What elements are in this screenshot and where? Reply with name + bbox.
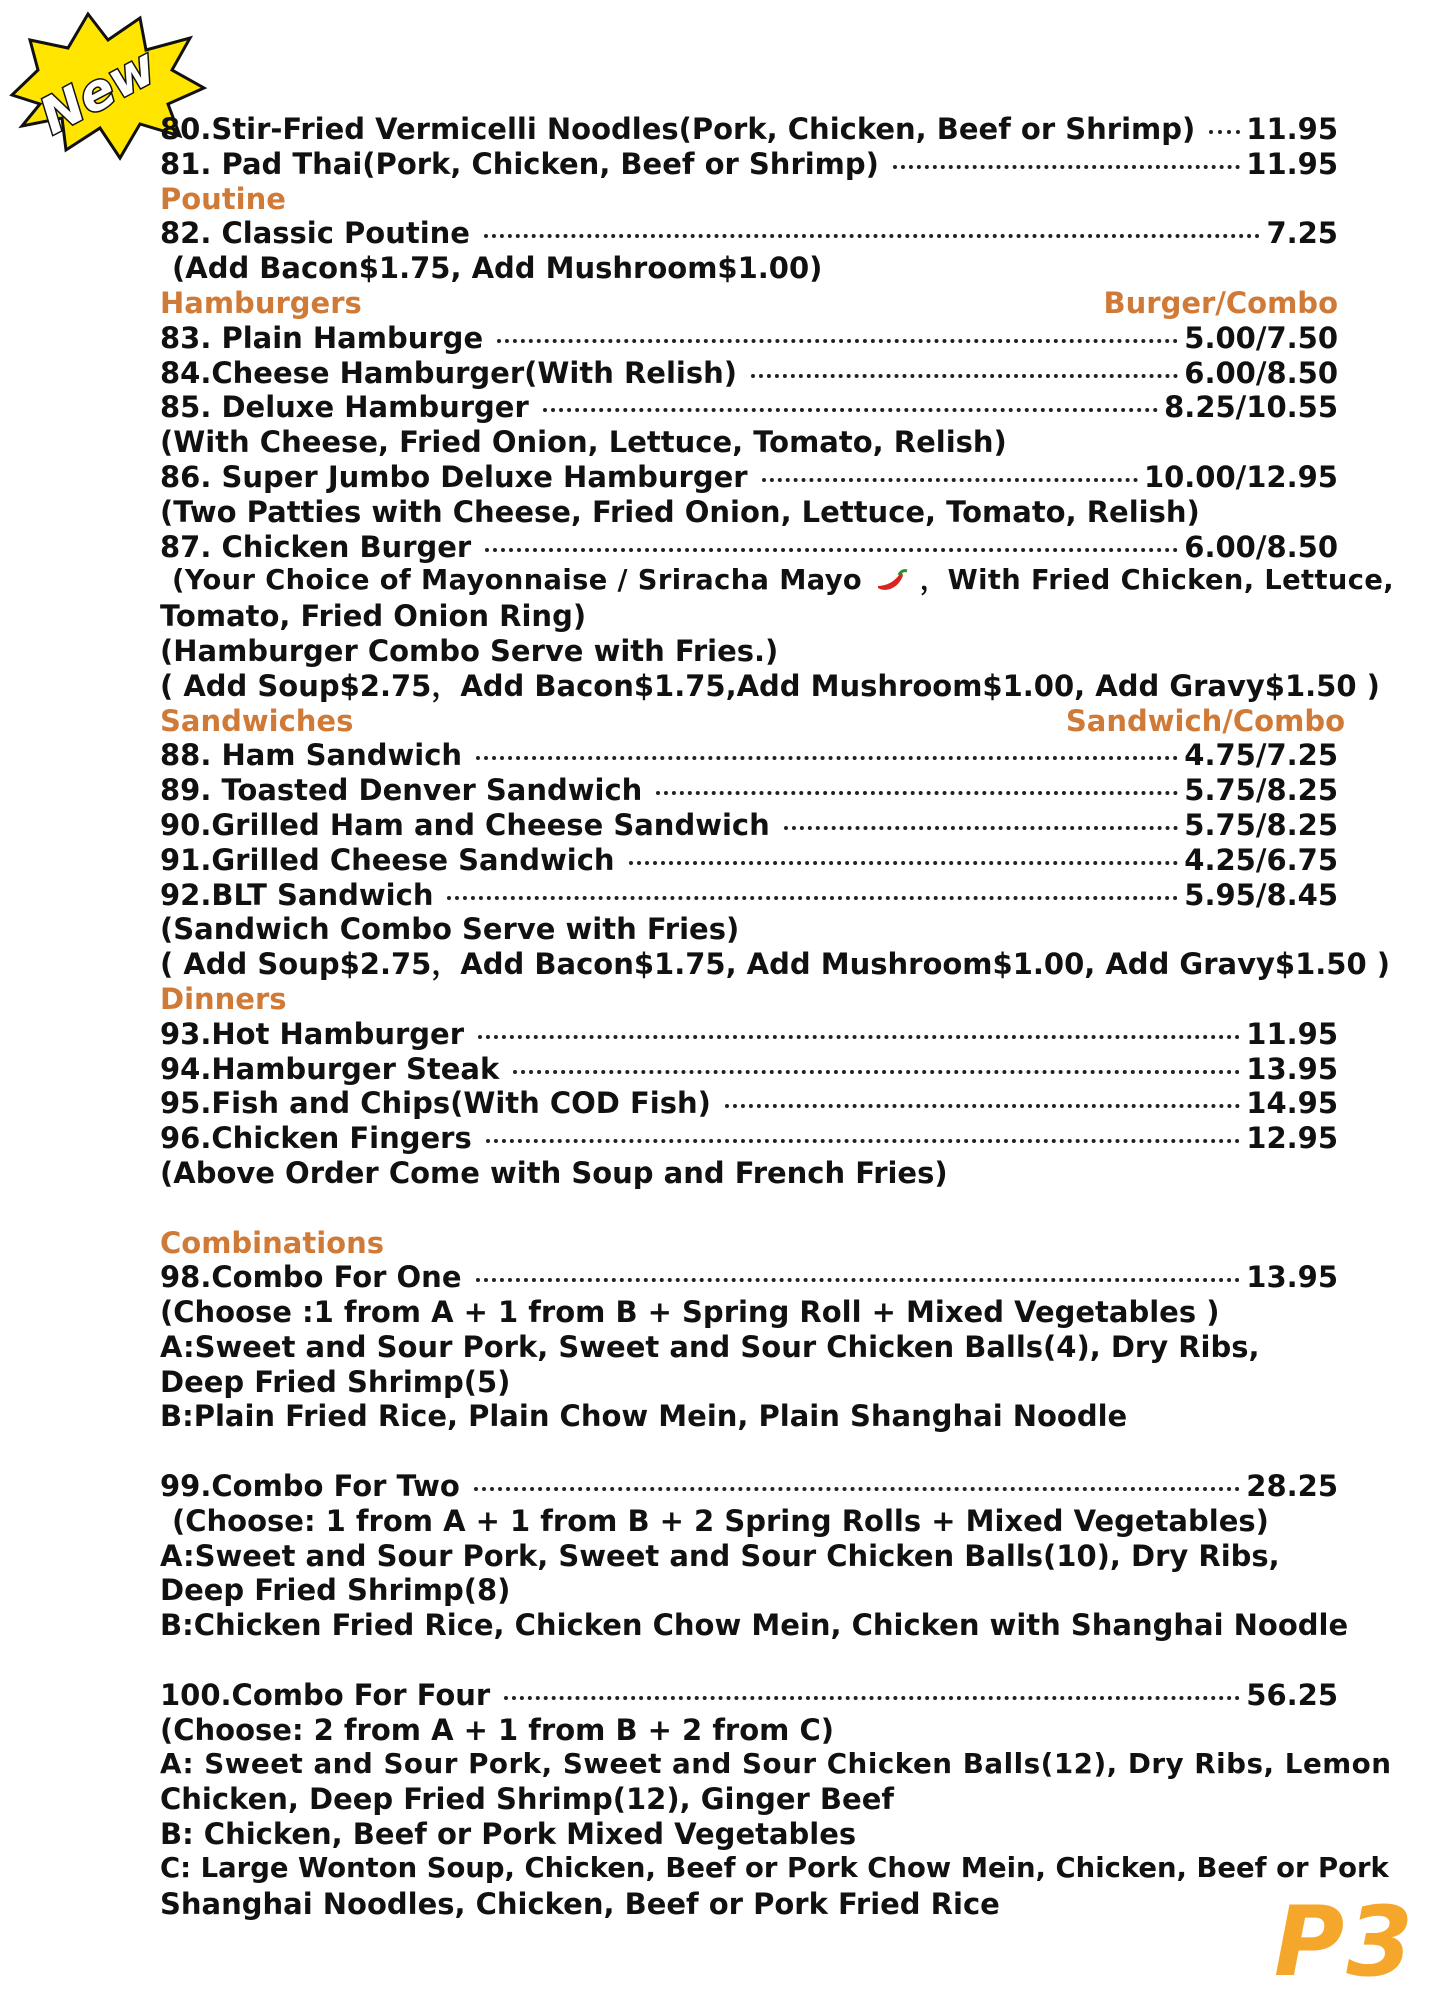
dot-leader	[476, 756, 1178, 760]
combo-detail: A:Sweet and Sour Pork, Sweet and Sour Chicken Balls(4), Dry Ribs,	[160, 1329, 1260, 1364]
price-column-label: Sandwich/Combo	[1065, 703, 1345, 738]
menu-item-90	[160, 808, 1338, 843]
dot-leader	[893, 165, 1240, 169]
combo-note: (Sandwich Combo Serve with Fries)	[160, 912, 740, 947]
combo-detail: B: Chicken, Beef or Pork Mixed Vegetables	[160, 1817, 857, 1852]
item-price: 28.25	[1246, 1469, 1338, 1504]
combo-detail: (Choose: 1 from A + 1 from B + 2 Spring Rolls + Mixed Vegetables)	[172, 1503, 1269, 1538]
item-price: 7.25	[1266, 216, 1338, 251]
combo-detail: (Choose: 2 from A + 1 from B + 2 from C)	[160, 1712, 835, 1747]
item-price: 56.25	[1246, 1677, 1338, 1712]
item-name: 96.Chicken Fingers	[160, 1121, 472, 1156]
item-description: (Two Patties with Cheese, Fried Onion, Lettuce, Tomato, Relish)	[160, 494, 1200, 529]
section-title: Combinations	[160, 1225, 384, 1260]
item-name: 99.Combo For Two	[160, 1469, 460, 1504]
menu-item-89	[160, 773, 1338, 808]
item-name: 86. Super Jumbo Deluxe Hamburger	[160, 459, 748, 494]
menu-item-96	[160, 1121, 1338, 1156]
dot-leader	[513, 1070, 1240, 1074]
dot-leader	[751, 374, 1178, 378]
dot-leader	[485, 548, 1178, 552]
menu-item-91	[160, 843, 1338, 878]
dot-leader	[484, 234, 1260, 238]
addons-note: ( Add Soup$2.75，Add Bacon$1.75,Add Mushroom$1.00, Add Gravy$1.50 )	[160, 668, 1380, 703]
spacer	[160, 1191, 1345, 1226]
menu-item-99	[160, 1469, 1338, 1504]
combo-detail: A: Sweet and Sour Pork, Sweet and Sour Chicken Balls(12), Dry Ribs, Lemon	[160, 1747, 1392, 1781]
combo-detail: Deep Fried Shrimp(8)	[160, 1573, 511, 1608]
item-price: 5.75/8.25	[1184, 807, 1338, 842]
menu-item-80	[160, 112, 1338, 147]
item-price: 14.95	[1246, 1086, 1338, 1121]
item-description	[160, 564, 1394, 599]
dot-leader	[629, 861, 1179, 865]
combo-detail: A:Sweet and Sour Pork, Sweet and Sour Chicken Balls(10), Dry Ribs,	[160, 1538, 1280, 1573]
addons-note: ( Add Soup$2.75，Add Bacon$1.75, Add Mushroom$1.00, Add Gravy$1.50 )	[160, 947, 1390, 982]
item-price: 13.95	[1246, 1051, 1338, 1086]
item-name: 98.Combo For One	[160, 1260, 462, 1295]
combo-detail: Shanghai Noodles, Chicken, Beef or Pork Fried Rice	[160, 1886, 1000, 1921]
section-heading-combinations	[160, 1226, 1338, 1261]
dot-leader	[784, 826, 1179, 830]
item-name: 100.Combo For Four	[160, 1677, 491, 1712]
section-heading-hamburgers	[160, 286, 1338, 321]
menu-item-84	[160, 356, 1338, 391]
dot-leader	[476, 1278, 1241, 1282]
item-price: 5.75/8.25	[1184, 773, 1338, 808]
section-heading-sandwiches	[160, 704, 1345, 739]
dot-leader	[762, 478, 1138, 482]
spacer	[160, 1434, 1345, 1469]
item-price: 12.95	[1246, 1121, 1338, 1156]
spacer	[160, 1643, 1345, 1678]
section-title: Poutine	[160, 181, 286, 216]
item-name: 85. Deluxe Hamburger	[160, 390, 529, 425]
item-name: 87. Chicken Burger	[160, 529, 472, 564]
menu-item-95	[160, 1086, 1338, 1121]
dot-leader	[656, 791, 1178, 795]
menu-item-86	[160, 460, 1338, 495]
dinners-note: (Above Order Come with Soup and French Fries)	[160, 1155, 948, 1190]
item-price: 8.25/10.55	[1164, 390, 1338, 425]
desc-text: ，With Fried Chicken, Lettuce,	[919, 565, 1394, 597]
combo-detail: (Choose :1 from A + 1 from B + Spring Roll + Mixed Vegetables )	[160, 1295, 1220, 1330]
menu-item-100	[160, 1678, 1338, 1713]
combo-detail: Deep Fried Shrimp(5)	[160, 1364, 511, 1399]
dot-leader	[543, 408, 1158, 412]
item-price: 6.00/8.50	[1184, 355, 1338, 390]
menu-item-85	[160, 390, 1338, 425]
item-price: 5.00/7.50	[1184, 320, 1338, 355]
new-badge-label: New	[30, 37, 166, 146]
menu-item-87	[160, 530, 1338, 565]
combo-note: (Hamburger Combo Serve with Fries.)	[160, 633, 779, 668]
section-title: Hamburgers	[160, 285, 362, 320]
section-title: Sandwiches	[160, 703, 354, 738]
item-name: 82. Classic Poutine	[160, 216, 470, 251]
dot-leader	[725, 1104, 1240, 1108]
dot-leader	[486, 1139, 1241, 1143]
item-price: 13.95	[1246, 1260, 1338, 1295]
menu-item-82	[160, 216, 1338, 251]
price-column-label: Burger/Combo	[1103, 285, 1338, 320]
menu-item-92	[160, 878, 1338, 913]
item-price: 11.95	[1246, 1016, 1338, 1051]
combo-detail: C: Large Wonton Soup, Chicken, Beef or Pork Chow Mein, Chicken, Beef or Pork	[160, 1852, 1389, 1884]
dot-leader	[474, 1487, 1240, 1491]
poutine-addons: (Add Bacon$1.75, Add Mushroom$1.00)	[172, 251, 823, 286]
menu-item-88	[160, 738, 1338, 773]
item-name: 90.Grilled Ham and Cheese Sandwich	[160, 807, 770, 842]
item-name: 91.Grilled Cheese Sandwich	[160, 842, 615, 877]
page-number: P3	[1273, 1886, 1415, 1998]
item-price: 10.00/12.95	[1143, 459, 1338, 494]
menu-item-81	[160, 147, 1338, 182]
item-name: 93.Hot Hamburger	[160, 1016, 465, 1051]
section-heading-poutine	[160, 182, 1338, 217]
item-description: (With Cheese, Fried Onion, Lettuce, Tomato, Relish)	[160, 425, 1007, 460]
combo-detail: Chicken, Deep Fried Shrimp(12), Ginger Beef	[160, 1782, 894, 1817]
item-name: 80.Stir-Fried Vermicelli Noodles(Pork, Chicken, Beef or Shrimp)	[160, 112, 1196, 146]
menu-item-94	[160, 1052, 1338, 1087]
item-price: 5.95/8.45	[1184, 877, 1338, 912]
item-price: 11.95	[1246, 146, 1338, 181]
item-name: 92.BLT Sandwich	[160, 877, 434, 912]
menu-item-93	[160, 1017, 1338, 1052]
item-name: 84.Cheese Hamburger(With Relish)	[160, 355, 737, 390]
item-name: 88. Ham Sandwich	[160, 738, 463, 773]
item-name: 81. Pad Thai(Pork, Chicken, Beef or Shrimp)	[160, 146, 879, 181]
desc-text: (Your Choice of Mayonnaise / Sriracha Mayo	[172, 565, 863, 597]
item-name: 95.Fish and Chips(With COD Fish)	[160, 1086, 711, 1121]
menu-item-83	[160, 321, 1338, 356]
combo-detail: B:Chicken Fried Rice, Chicken Chow Mein, Chicken with Shanghai Noodle	[160, 1608, 1349, 1643]
item-name: 83. Plain Hamburge	[160, 320, 484, 355]
chili-pepper-icon	[872, 568, 910, 596]
dot-leader	[497, 339, 1178, 343]
item-name: 89. Toasted Denver Sandwich	[160, 773, 643, 808]
dot-leader	[447, 896, 1178, 900]
item-price: 4.25/6.75	[1184, 842, 1338, 877]
dot-leader	[1209, 130, 1240, 134]
item-price: 4.75/7.25	[1184, 738, 1338, 773]
section-heading-dinners	[160, 982, 1338, 1017]
item-price: 6.00/8.50	[1184, 529, 1338, 564]
menu-item-98	[160, 1260, 1338, 1295]
combo-detail: B:Plain Fried Rice, Plain Chow Mein, Plain Shanghai Noodle	[160, 1399, 1128, 1434]
section-title: Dinners	[160, 981, 287, 1016]
item-price: 11.95	[1246, 112, 1338, 146]
dot-leader	[504, 1696, 1240, 1700]
item-description: Tomato, Fried Onion Ring)	[160, 599, 587, 634]
dot-leader	[478, 1035, 1240, 1039]
item-name: 94.Hamburger Steak	[160, 1051, 500, 1086]
menu-page	[160, 112, 1394, 1921]
